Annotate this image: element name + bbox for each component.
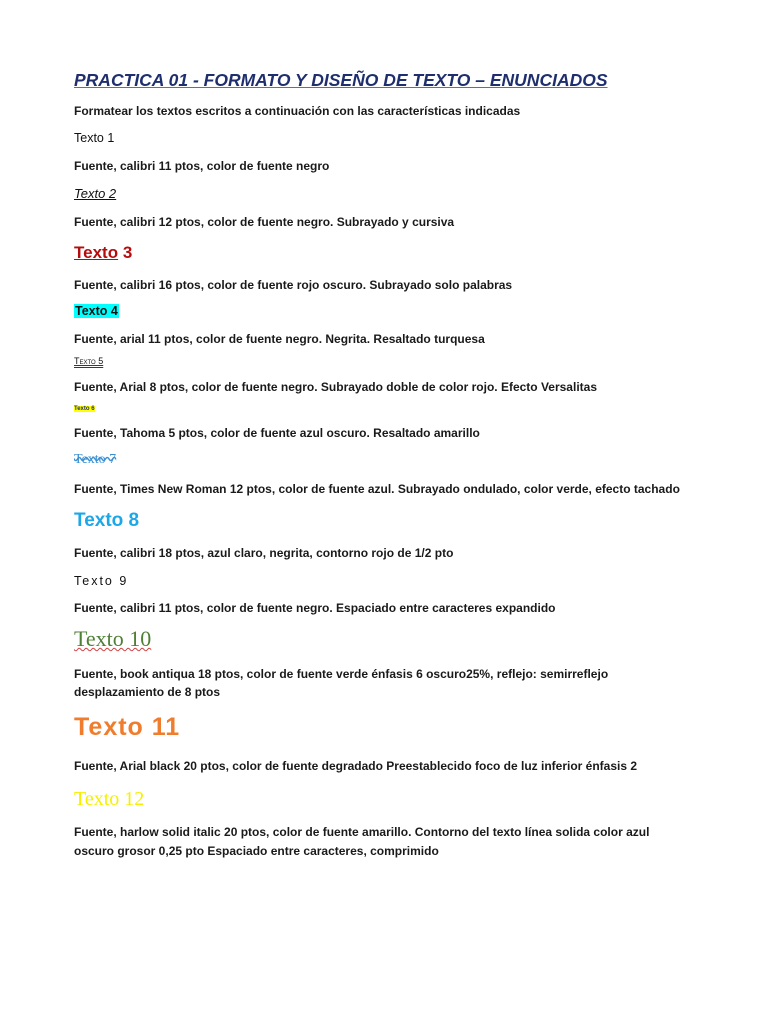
desc-texto-10-line2: desplazamiento de 8 ptos — [74, 685, 221, 699]
desc-texto-5: Fuente, Arial 8 ptos, color de fuente negro. Subrayado doble de color rojo. Efecto Versalitas — [74, 380, 597, 394]
desc-texto-4: Fuente, arial 11 ptos, color de fuente negro. Negrita. Resaltado turquesa — [74, 332, 485, 346]
sample-texto-2: Texto 2 — [74, 186, 117, 201]
desc-texto-9: Fuente, calibri 11 ptos, color de fuente negro. Espaciado entre caracteres expandido — [74, 601, 556, 615]
desc-texto-12-line1: Fuente, harlow solid italic 20 ptos, color de fuente amarillo. Contorno del texto línea solida color azul — [74, 825, 650, 839]
desc-texto-1: Fuente, calibri 11 ptos, color de fuente negro — [74, 159, 330, 173]
desc-texto-3: Fuente, calibri 16 ptos, color de fuente rojo oscuro. Subrayado solo palabras — [74, 278, 513, 292]
sample-texto-3 — [74, 243, 132, 263]
desc-texto-8: Fuente, calibri 18 ptos, azul claro, negrita, contorno rojo de 1/2 pto — [74, 546, 454, 560]
desc-texto-12-line2: oscuro grosor 0,25 pto Espaciado entre caracteres, comprimido — [74, 844, 439, 858]
sample-texto-3-num: 3 — [122, 243, 133, 262]
sample-texto-10: Texto 10 — [74, 626, 152, 651]
page-title: PRACTICA 01 - FORMATO Y DISEÑO DE TEXTO – ENUNCIADOS — [74, 70, 608, 90]
sample-texto-1: Texto 1 — [74, 131, 115, 145]
desc-texto-2: Fuente, calibri 12 ptos, color de fuente negro. Subrayado y cursiva — [74, 215, 455, 229]
sample-texto-7: Texto 7 — [74, 452, 117, 467]
sample-texto-4: Texto 4 — [75, 304, 118, 318]
sample-texto-5: Texto 5 — [74, 356, 104, 366]
sample-texto-6: Texto 6 — [74, 406, 95, 412]
desc-texto-6: Fuente, Tahoma 5 ptos, color de fuente azul oscuro. Resaltado amarillo — [74, 426, 480, 440]
desc-texto-11: Fuente, Arial black 20 ptos, color de fuente degradado Preestablecido foco de luz inferior énfasis 2 — [74, 759, 638, 773]
desc-texto-7: Fuente, Times New Roman 12 ptos, color de fuente azul. Subrayado ondulado, color verde, efecto tachado — [74, 482, 680, 496]
intro-text: Formatear los textos escritos a continuación con las características indicadas — [74, 104, 521, 118]
sample-texto-12: Texto 12 — [74, 788, 145, 810]
sample-texto-11: Texto 11 — [74, 713, 181, 741]
sample-texto-9: Texto 9 — [74, 574, 129, 588]
sample-texto-3-word: Texto — [74, 243, 119, 262]
sample-texto-8: Texto 8 — [74, 510, 140, 531]
desc-texto-10-line1: Fuente, book antiqua 18 ptos, color de fuente verde énfasis 6 oscuro25%, reflejo: semirreflejo — [74, 667, 609, 681]
